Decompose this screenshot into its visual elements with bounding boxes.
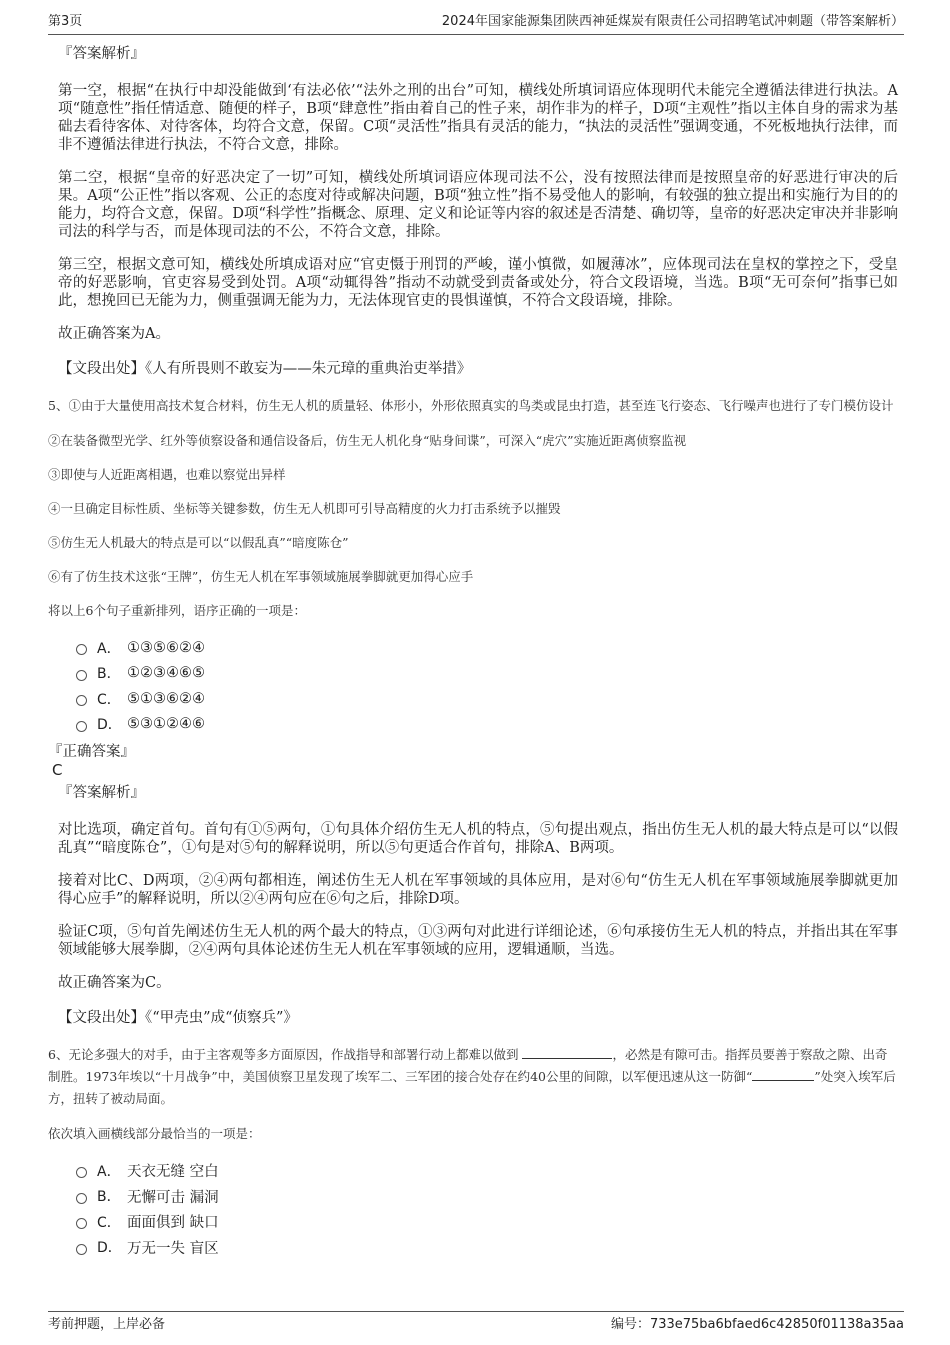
q5-answer [48,743,898,1028]
question-prompt: 将以上6个句子重新排列，语序正确的一项是： [48,603,306,618]
sentence-6: ⑥有了仿生技术这张“王牌”，仿生无人机在军事领域施展拳脚就更加得心应手 [48,569,474,584]
fill-blank[interactable] [522,1046,612,1059]
answer-conclusion: 故正确答案为C。 [58,975,171,991]
stem-part: 6、无论多强大的对手，由于主客观等多方面原因，作战指导和部署行动上都难以做到 [48,1047,519,1062]
option-letter: A． [97,640,121,657]
analysis-paragraph: 第三空，根据文意可知，横线处所填成语对应“官吏慑于刑罚的严峻，谨小慎微，如履薄冰”，应体现司法在皇权的掌控之下，受皇帝的好恶影响，官吏容易受到处罚。A项“动辄得咎”指动不动就受到责备或处分，符合文段语境，当选。B项“无可奈何”指事已如此，想挽回已无能为力，侧重强调无能为力，无法体现官吏的畏惧谨慎，不符合文段语境，排除。 [58,257,898,309]
radio-icon[interactable] [76,1193,87,1204]
option-text: ①③⑤⑥②④ [127,639,205,656]
radio-icon[interactable] [76,695,87,706]
question-stem [48,1044,898,1110]
option-text: 面面俱到 缺口 [127,1215,219,1232]
option-c[interactable] [76,686,898,712]
sentence-3: ③即使与人近距离相遇，也难以察觉出异样 [48,467,286,482]
fill-blank[interactable] [752,1068,814,1081]
page-number: 第3页 [48,14,83,29]
sentence-2: ②在装备微型光学、红外等侦察设备和通信设备后，仿生无人机化身“贴身间谍”，可深入“虎穴”实施近距离侦察监视 [48,433,687,448]
source-citation: 【文段出处】《“甲壳虫”成“侦察兵”》 [58,1010,298,1026]
analysis-paragraph: 验证C项，⑤句首先阐述仿生无人机的两个最大的特点，①③两句对此进行详细论述，⑥句承接仿生无人机的特点，并指出其在军事领域能够大展拳脚，②④两句具体论述仿生无人机在军事领域的应用，逻辑通顺，当选。 [58,924,898,958]
page-content [48,44,898,1266]
option-b[interactable] [76,661,898,687]
option-list [76,635,898,737]
option-letter: D． [97,717,122,734]
option-text: ①②③④⑥⑤ [127,665,205,682]
document-title: 2024年国家能源集团陕西神延煤炭有限责任公司招聘笔试冲刺题（带答案解析） [441,14,904,29]
option-a[interactable] [76,635,898,661]
radio-icon[interactable] [76,644,87,655]
option-letter: A． [97,1163,121,1180]
question-prompt: 依次填入画横线部分最恰当的一项是： [48,1126,261,1141]
question-5 [48,395,898,737]
analysis-paragraph: 第一空，根据“在执行中却没能做到‘有法必依’“法外之刑的出台”可知，横线处所填词语应体现明代未能完全遵循法律进行执法。A项“随意性”指任情适意、随便的样子，B项“肆意性”指由着自己的性子来，胡作非为的样子，D项“主观性”指以主体自身的需求为基础去看待客体、对待客体，均符合文意，保留。C项“灵活性”指具有灵活的能力，“执法的灵活性”强调变通，不死板地执行法律，而非不遵循法律进行执法，不符合文意，排除。 [58,83,898,153]
option-b[interactable] [76,1184,898,1210]
sentence-1: 5、①由于大量使用高技术复合材料，仿生无人机的质量轻、体形小，外形依照真实的鸟类或昆虫打造，甚至连飞行姿态、飞行噪声也进行了专门模仿设计 [48,398,894,413]
page-header [48,12,904,35]
radio-icon[interactable] [76,1167,87,1178]
document-id: 编号：733e75ba6bfaed6c42850f01138a35aa [610,1317,904,1332]
stem-part: ，必然是有隙可击。指挥员要善于察敌之隙、出奇制胜。1973年埃以“十月战争”中，美国侦察卫星发现了埃军二、三军团的接合处存在约40公里的间隙，以军便迅速从这一防御“ [48,1047,888,1084]
sentence-5: ⑤仿生无人机最大的特点是可以“以假乱真”“暗度陈仓” [48,535,349,550]
sentence-4: ④一旦确定目标性质、坐标等关键参数，仿生无人机即可引导高精度的火力打击系统予以摧毁 [48,501,561,516]
correct-answer-value: C [52,761,63,779]
option-text: ⑤③①②④⑥ [127,716,205,733]
option-d[interactable] [76,1235,898,1261]
option-letter: B． [97,666,121,683]
radio-icon[interactable] [76,1218,87,1229]
source-citation: 【文段出处】《人有所畏则不敢妄为——朱元璋的重典治吏举措》 [58,361,472,377]
analysis-label: 『答案解析』 [58,785,145,801]
option-d[interactable] [76,712,898,738]
option-letter: B． [97,1189,121,1206]
stem-part: ”处突入埃军后方，扭转了被动局面。 [48,1069,896,1106]
analysis-label: 『答案解析』 [58,46,145,62]
option-c[interactable] [76,1209,898,1235]
page-footer [48,1311,904,1338]
option-letter: D． [97,1240,122,1257]
option-text: ⑤①③⑥②④ [127,690,205,707]
option-a[interactable] [76,1158,898,1184]
radio-icon[interactable] [76,721,87,732]
answer-conclusion: 故正确答案为A。 [58,326,170,342]
option-text: 万无一失 盲区 [127,1240,219,1257]
radio-icon[interactable] [76,1244,87,1255]
option-letter: C． [97,691,121,708]
analysis-paragraph: 对比选项，确定首句。首句有①⑤两句，①句具体介绍仿生无人机的特点，⑤句提出观点，指出仿生无人机的最大特点是可以“以假乱真”“暗度陈仓”，①句是对⑤句的解释说明，所以⑤句更适合作首句，排除A、B两项。 [58,822,898,856]
q4-analysis [58,44,898,379]
option-text: 无懈可击 漏洞 [127,1189,219,1206]
question-6 [48,1044,898,1260]
option-text: 天衣无缝 空白 [127,1164,219,1181]
option-list [76,1158,898,1260]
radio-icon[interactable] [76,670,87,681]
analysis-paragraph: 接着对比C、D两项，②④两句都相连，阐述仿生无人机在军事领域的具体应用，是对⑥句“仿生无人机在军事领域施展拳脚就更加得心应手”的解释说明，所以②④两句应在⑥句之后，排除D项。 [58,873,898,907]
analysis-paragraph: 第二空，根据“皇帝的好恶决定了一切”可知，横线处所填词语应体现司法不公，没有按照法律而是按照皇帝的好恶进行审决的后果。A项“公正性”指以客观、公正的态度对待或解决问题，B项“独立性”指不易受他人的影响，有较强的独立提出和实施行为目的的能力，均符合文意，保留。D项“科学性”指概念、原理、定义和论证等内容的叙述是否清楚、确切等，皇帝的好恶决定审决并非影响司法的科学与否，而是体现司法的不公，不符合文意，排除。 [58,170,898,240]
footer-slogan: 考前押题，上岸必备 [48,1317,166,1332]
correct-answer-label: 『正确答案』 [48,744,135,760]
option-letter: C． [97,1214,121,1231]
